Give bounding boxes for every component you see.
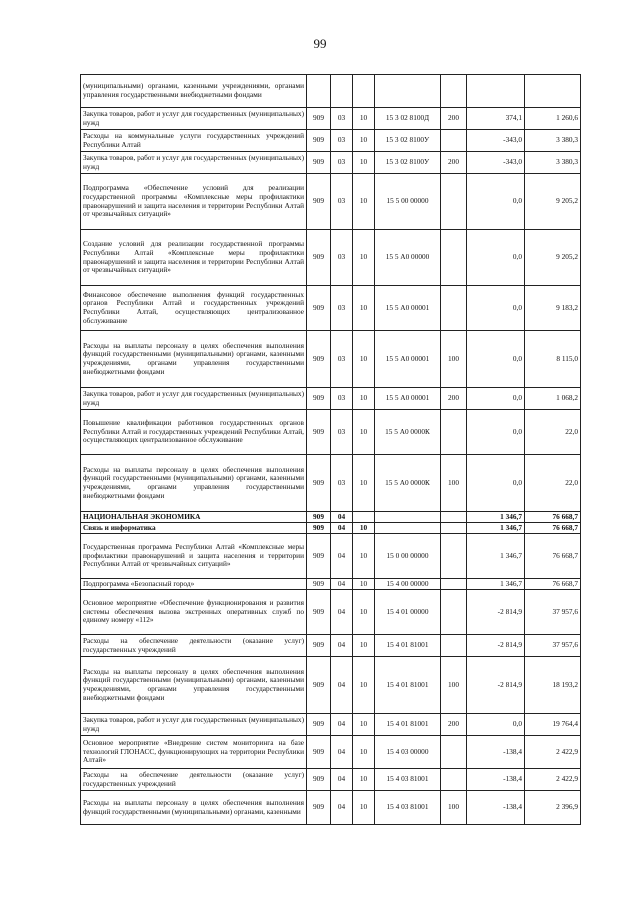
target-article-cell: 15 4 03 81001: [375, 791, 441, 825]
target-article-cell: 15 4 01 81001: [375, 635, 441, 657]
section-code-cell: 04: [331, 635, 353, 657]
target-article-cell: [375, 523, 441, 534]
amount-total-cell: 1 260,6: [525, 108, 581, 130]
target-article-cell: 15 4 03 81001: [375, 769, 441, 791]
expense-type-cell: [441, 736, 467, 769]
table-row: [81, 230, 581, 286]
expense-type-cell: 100: [441, 657, 467, 714]
ministry-code-cell: 909: [307, 331, 331, 388]
target-article-cell: 15 3 02 8100Д: [375, 108, 441, 130]
expense-name-cell: НАЦИОНАЛЬНАЯ ЭКОНОМИКА: [81, 512, 307, 523]
ministry-code-cell: 909: [307, 230, 331, 286]
ministry-code-cell: 909: [307, 635, 331, 657]
table-row: [81, 174, 581, 230]
ministry-code-cell: 909: [307, 286, 331, 331]
target-article-cell: 15 3 02 8100У: [375, 152, 441, 174]
table-row: [81, 714, 581, 736]
table-row: [81, 590, 581, 635]
table-row: [81, 736, 581, 769]
section-code-cell: 03: [331, 331, 353, 388]
expense-name-cell: Государственная программа Республики Алтай «Комплексные меры профилактики правонарушений и защита населения и территории Республики Алтай от чрезвычайных ситуаций»: [81, 534, 307, 579]
ministry-code-cell: 909: [307, 410, 331, 455]
table-row: [81, 108, 581, 130]
amount-total-cell: 8 115,0: [525, 331, 581, 388]
expense-name-cell: Подпрограмма «Обеспечение условий для реализации государственной программы «Комплексные меры профилактики правонарушений и защита населения и территории Республики Алтай от чрезвычайных ситуаций»: [81, 174, 307, 230]
table-row: [81, 455, 581, 512]
subsection-code-cell: 10: [353, 455, 375, 512]
table-row: [81, 388, 581, 410]
amount-total-cell: 3 380,3: [525, 152, 581, 174]
section-code-cell: 04: [331, 534, 353, 579]
target-article-cell: 15 5 А0 00000: [375, 230, 441, 286]
amount-change-cell: 0,0: [467, 174, 525, 230]
amount-change-cell: -138,4: [467, 736, 525, 769]
table-row: [81, 791, 581, 825]
target-article-cell: 15 5 А0 00001: [375, 331, 441, 388]
amount-total-cell: 9 183,2: [525, 286, 581, 331]
table-row: [81, 657, 581, 714]
amount-change-cell: -2 814,9: [467, 657, 525, 714]
section-code-cell: 03: [331, 108, 353, 130]
amount-total-cell: 9 205,2: [525, 230, 581, 286]
section-code-cell: 03: [331, 388, 353, 410]
expense-type-cell: [441, 512, 467, 523]
expense-name-cell: Расходы на выплаты персоналу в целях обеспечения выполнения функций государственными (муниципальными) органами, казенными: [81, 791, 307, 825]
subsection-code-cell: 10: [353, 174, 375, 230]
expense-type-cell: 100: [441, 331, 467, 388]
amount-change-cell: 0,0: [467, 714, 525, 736]
expense-type-cell: 200: [441, 152, 467, 174]
expense-type-cell: [441, 410, 467, 455]
expense-name-cell: Закупка товаров, работ и услуг для государственных (муниципальных) нужд: [81, 714, 307, 736]
ministry-code-cell: 909: [307, 579, 331, 590]
expense-type-cell: [441, 579, 467, 590]
ministry-code-cell: 909: [307, 512, 331, 523]
table-row: [81, 331, 581, 388]
amount-total-cell: 1 068,2: [525, 388, 581, 410]
ministry-code-cell: 909: [307, 523, 331, 534]
target-article-cell: 15 5 А0 0000К: [375, 410, 441, 455]
ministry-code-cell: 909: [307, 791, 331, 825]
expense-type-cell: 200: [441, 388, 467, 410]
expense-type-cell: [441, 523, 467, 534]
subsection-code-cell: 10: [353, 579, 375, 590]
section-code-cell: 04: [331, 523, 353, 534]
ministry-code-cell: 909: [307, 534, 331, 579]
expense-type-cell: [441, 769, 467, 791]
target-article-cell: 15 5 А0 0000К: [375, 455, 441, 512]
ministry-code-cell: 909: [307, 388, 331, 410]
subsection-code-cell: 10: [353, 286, 375, 331]
ministry-code-cell: 909: [307, 455, 331, 512]
subsection-code-cell: 10: [353, 523, 375, 534]
subsection-code-cell: 10: [353, 635, 375, 657]
amount-change-cell: 0,0: [467, 410, 525, 455]
expense-name-cell: Подпрограмма «Безопасный город»: [81, 579, 307, 590]
expense-type-cell: [441, 230, 467, 286]
subsection-code-cell: 10: [353, 230, 375, 286]
amount-change-cell: [467, 75, 525, 108]
amount-change-cell: 0,0: [467, 286, 525, 331]
ministry-code-cell: 909: [307, 714, 331, 736]
subsection-code-cell: 10: [353, 534, 375, 579]
expense-type-cell: 100: [441, 791, 467, 825]
target-article-cell: 15 0 00 00000: [375, 534, 441, 579]
section-code-cell: 03: [331, 174, 353, 230]
target-article-cell: 15 4 00 00000: [375, 579, 441, 590]
subsection-code-cell: 10: [353, 657, 375, 714]
section-code-cell: 03: [331, 286, 353, 331]
ministry-code-cell: 909: [307, 657, 331, 714]
amount-total-cell: 3 380,3: [525, 130, 581, 152]
target-article-cell: 15 4 01 81001: [375, 714, 441, 736]
target-article-cell: 15 3 02 8100У: [375, 130, 441, 152]
subsection-code-cell: 10: [353, 331, 375, 388]
table-row: [81, 769, 581, 791]
ministry-code-cell: 909: [307, 108, 331, 130]
section-code-cell: 03: [331, 152, 353, 174]
expense-name-cell: Расходы на выплаты персоналу в целях обеспечения выполнения функций государственными (муниципальными) органами, казенными учреждениями, органами управления государственными внебюджетными фондами: [81, 657, 307, 714]
section-code-cell: 03: [331, 130, 353, 152]
table-row: [81, 512, 581, 523]
amount-total-cell: 37 957,6: [525, 635, 581, 657]
table-row: [81, 410, 581, 455]
subsection-code-cell: [353, 512, 375, 523]
amount-change-cell: -2 814,9: [467, 590, 525, 635]
amount-total-cell: 2 396,9: [525, 791, 581, 825]
target-article-cell: [375, 75, 441, 108]
target-article-cell: 15 5 00 00000: [375, 174, 441, 230]
expense-name-cell: Расходы на выплаты персоналу в целях обеспечения выполнения функций государственными (муниципальными) органами, казенными учреждениями, органами управления государственными внебюджетными фондами: [81, 455, 307, 512]
section-code-cell: 04: [331, 579, 353, 590]
expense-type-cell: [441, 590, 467, 635]
amount-change-cell: -138,4: [467, 769, 525, 791]
table-row: [81, 130, 581, 152]
amount-change-cell: 374,1: [467, 108, 525, 130]
amount-change-cell: 1 346,7: [467, 534, 525, 579]
budget-table-body: [81, 75, 581, 825]
expense-type-cell: [441, 75, 467, 108]
expense-type-cell: [441, 174, 467, 230]
subsection-code-cell: 10: [353, 152, 375, 174]
table-row: [81, 286, 581, 331]
ministry-code-cell: 909: [307, 130, 331, 152]
target-article-cell: 15 4 01 00000: [375, 590, 441, 635]
expense-name-cell: Закупка товаров, работ и услуг для государственных (муниципальных) нужд: [81, 388, 307, 410]
amount-total-cell: [525, 75, 581, 108]
amount-total-cell: 9 205,2: [525, 174, 581, 230]
subsection-code-cell: 10: [353, 388, 375, 410]
target-article-cell: 15 4 01 81001: [375, 657, 441, 714]
amount-change-cell: 0,0: [467, 331, 525, 388]
subsection-code-cell: 10: [353, 769, 375, 791]
expense-name-cell: Расходы на коммунальные услуги государственных учреждений Республики Алтай: [81, 130, 307, 152]
section-code-cell: 04: [331, 791, 353, 825]
expense-name-cell: Закупка товаров, работ и услуг для государственных (муниципальных) нужд: [81, 152, 307, 174]
ministry-code-cell: 909: [307, 174, 331, 230]
expense-type-cell: [441, 130, 467, 152]
expense-name-cell: Расходы на выплаты персоналу в целях обеспечения выполнения функций государственными (муниципальными) органами, казенными учреждениями, органами управления государственными внебюджетными фондами: [81, 331, 307, 388]
subsection-code-cell: 10: [353, 590, 375, 635]
section-code-cell: 04: [331, 590, 353, 635]
expense-name-cell: Финансовое обеспечение выполнения функций государственных органов Республики Алтай и государственных учреждений Республики Алтай, осуществляющих централизованное обслуживание: [81, 286, 307, 331]
section-code-cell: [331, 75, 353, 108]
expense-type-cell: 200: [441, 108, 467, 130]
section-code-cell: 03: [331, 230, 353, 286]
ministry-code-cell: 909: [307, 769, 331, 791]
amount-total-cell: 22,0: [525, 410, 581, 455]
expense-type-cell: [441, 635, 467, 657]
section-code-cell: 04: [331, 512, 353, 523]
amount-total-cell: 37 957,6: [525, 590, 581, 635]
amount-change-cell: -343,0: [467, 130, 525, 152]
expense-type-cell: 200: [441, 714, 467, 736]
expense-type-cell: [441, 534, 467, 579]
expense-name-cell: Расходы на обеспечение деятельности (оказание услуг) государственных учреждений: [81, 769, 307, 791]
table-row: [81, 579, 581, 590]
amount-change-cell: 1 346,7: [467, 512, 525, 523]
expense-name-cell: Расходы на обеспечение деятельности (оказание услуг) государственных учреждений: [81, 635, 307, 657]
amount-change-cell: 0,0: [467, 455, 525, 512]
table-row: [81, 75, 581, 108]
expense-name-cell: Закупка товаров, работ и услуг для государственных (муниципальных) нужд: [81, 108, 307, 130]
subsection-code-cell: 10: [353, 714, 375, 736]
amount-change-cell: 1 346,7: [467, 523, 525, 534]
expense-name-cell: Создание условий для реализации государственной программы Республики Алтай «Комплексные меры профилактики правонарушений и защита населения и территории Республики Алтай от чрезвычайных ситуаций»: [81, 230, 307, 286]
section-code-cell: 04: [331, 769, 353, 791]
amount-total-cell: 76 668,7: [525, 512, 581, 523]
amount-change-cell: 0,0: [467, 230, 525, 286]
subsection-code-cell: 10: [353, 108, 375, 130]
ministry-code-cell: [307, 75, 331, 108]
amount-change-cell: 1 346,7: [467, 579, 525, 590]
expense-name-cell: Основное мероприятие «Внедрение систем мониторинга на базе технологий ГЛОНАСС, функционирующих на территории Республики Алтай»: [81, 736, 307, 769]
amount-total-cell: 76 668,7: [525, 523, 581, 534]
amount-change-cell: -138,4: [467, 791, 525, 825]
ministry-code-cell: 909: [307, 590, 331, 635]
section-code-cell: 04: [331, 736, 353, 769]
section-code-cell: 04: [331, 657, 353, 714]
subsection-code-cell: 10: [353, 410, 375, 455]
amount-total-cell: 22,0: [525, 455, 581, 512]
expense-type-cell: 100: [441, 455, 467, 512]
subsection-code-cell: 10: [353, 130, 375, 152]
amount-total-cell: 2 422,9: [525, 769, 581, 791]
subsection-code-cell: 10: [353, 736, 375, 769]
table-row: [81, 635, 581, 657]
target-article-cell: [375, 512, 441, 523]
expense-name-cell: Повышение квалификации работников государственных органов Республики Алтай и государственных учреждений Республики Алтай, осуществляющих централизованное обслуживание: [81, 410, 307, 455]
ministry-code-cell: 909: [307, 736, 331, 769]
amount-change-cell: -2 814,9: [467, 635, 525, 657]
amount-total-cell: 2 422,9: [525, 736, 581, 769]
page-number: 99: [313, 36, 327, 51]
amount-total-cell: 19 764,4: [525, 714, 581, 736]
ministry-code-cell: 909: [307, 152, 331, 174]
target-article-cell: 15 5 А0 00001: [375, 286, 441, 331]
expense-name-cell: Связь и информатика: [81, 523, 307, 534]
table-row: [81, 534, 581, 579]
expense-name-cell: (муниципальными) органами, казенными учреждениями, органами управления государственными внебюджетными фондами: [81, 75, 307, 108]
expense-name-cell: Основное мероприятие «Обеспечение функционирования и развития системы обеспечения вызова экстренных оперативных служб по единому номеру «112»: [81, 590, 307, 635]
section-code-cell: 04: [331, 714, 353, 736]
section-code-cell: 03: [331, 455, 353, 512]
table-row: [81, 152, 581, 174]
amount-change-cell: -343,0: [467, 152, 525, 174]
expense-type-cell: [441, 286, 467, 331]
amount-total-cell: 76 668,7: [525, 579, 581, 590]
section-code-cell: 03: [331, 410, 353, 455]
amount-change-cell: 0,0: [467, 388, 525, 410]
subsection-code-cell: 10: [353, 791, 375, 825]
amount-total-cell: 18 193,2: [525, 657, 581, 714]
amount-total-cell: 76 668,7: [525, 534, 581, 579]
target-article-cell: 15 5 А0 00001: [375, 388, 441, 410]
table-row: [81, 523, 581, 534]
budget-table: [80, 74, 581, 825]
target-article-cell: 15 4 03 00000: [375, 736, 441, 769]
subsection-code-cell: [353, 75, 375, 108]
